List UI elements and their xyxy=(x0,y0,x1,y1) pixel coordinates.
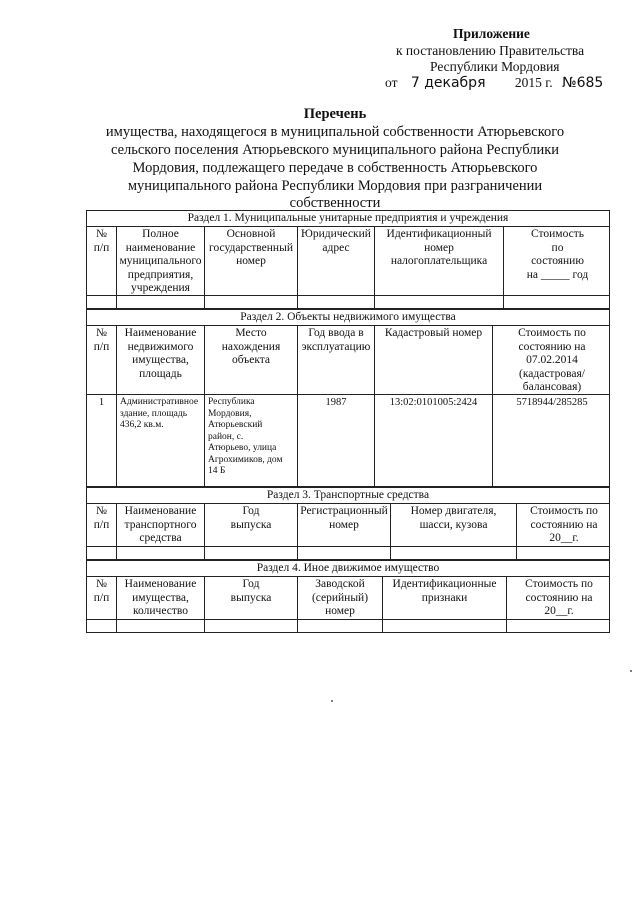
header-cell: № п/п xyxy=(87,577,117,619)
table-row xyxy=(87,395,609,487)
header-cell: Кадастровый номер xyxy=(375,326,493,394)
section-2-header-row xyxy=(87,326,609,395)
header-cell: Стоимость по состоянию на 20__г. xyxy=(525,578,593,617)
section-1-empty-row xyxy=(87,296,609,309)
header-cell: Регистрационный номер xyxy=(298,504,391,546)
section-4-title: Раздел 4. Иное движимое имущество xyxy=(87,561,609,577)
header-cell: Номер двигателя, шасси, кузова xyxy=(391,504,517,546)
header-cell: Заводской (серийный) номер xyxy=(298,577,383,619)
section-2 xyxy=(86,309,610,487)
header-cell: Год ввода в эксплуатацию xyxy=(298,326,375,394)
header-cell: Стоимость по состоянию на 20__г. xyxy=(530,505,598,544)
property-table xyxy=(86,210,610,633)
header-cell: Наименование имущества, количество xyxy=(117,577,205,619)
title-line-4: муниципального района Республики Мордовия при разграничении xyxy=(127,178,543,194)
section-1-header-row xyxy=(87,227,609,296)
decree-ref-line2: Республики Мордовия xyxy=(430,59,560,74)
section-1-title: Раздел 1. Муниципальные унитарные предприятия и учреждения xyxy=(87,211,609,227)
scan-speck xyxy=(331,700,333,702)
header-cell: Наименование недвижимого имущества, площадь xyxy=(117,326,205,394)
decree-date-line xyxy=(385,75,603,91)
header-cell: Наименование транспортного средства xyxy=(117,504,205,546)
property-value: 5718944/285285 xyxy=(516,397,588,408)
section-4-empty-row xyxy=(87,620,609,633)
property-location: Республика Мордовия, Атюрьевский район, с. Атюрьево, улица Агрохимиков, дом 14 Б xyxy=(205,395,298,486)
title-line-2: сельского поселения Атюрьевского муниципального района Республики xyxy=(110,142,560,158)
property-name: Административное здание, площадь 436,2 кв.м. xyxy=(117,395,205,486)
commission-year: 1987 xyxy=(298,395,375,486)
header-cell: Стоимость по состоянию на 07.02.2014 (кадастровая/ балансовая) xyxy=(518,327,586,393)
header-cell: № п/п xyxy=(87,326,117,394)
document-title: Перечень xyxy=(303,106,367,122)
header-cell: Год выпуска xyxy=(205,504,298,546)
section-3-title: Раздел 3. Транспортные средства xyxy=(87,488,609,504)
header-cell: № п/п xyxy=(87,227,117,295)
row-number: 1 xyxy=(87,395,117,486)
title-line-1: имущества, находящегося в муниципальной собственности Атюрьевского xyxy=(105,124,565,140)
appendix-label: Приложение xyxy=(453,26,530,41)
section-4 xyxy=(86,560,610,633)
header-cell: Идентификационные признаки xyxy=(383,577,507,619)
decree-number: №685 xyxy=(562,75,604,91)
title-line-3: Мордовия, подлежащего передаче в собственность Атюрьевского xyxy=(132,160,538,176)
scan-speck xyxy=(630,670,632,672)
decree-year: 2015 г. xyxy=(514,75,553,90)
header-cell: Год выпуска xyxy=(205,577,298,619)
header-cell: Основной государственный номер xyxy=(205,227,298,295)
section-2-title: Раздел 2. Объекты недвижимого имущества xyxy=(87,310,609,326)
section-3-empty-row xyxy=(87,547,609,560)
header-cell: Стоимость по состоянию на _____ год xyxy=(526,228,589,281)
section-3 xyxy=(86,487,610,560)
decree-date: 7 декабря xyxy=(410,75,486,91)
header-cell: Место нахождения объекта xyxy=(205,326,298,394)
title-line-5: собственности xyxy=(289,195,381,211)
section-1 xyxy=(86,210,610,309)
header-cell: Идентификационный номер налогоплательщика xyxy=(375,227,504,295)
cadastral-number: 13:02:0101005:2424 xyxy=(375,395,493,486)
section-4-header-row xyxy=(87,577,609,620)
section-3-header-row xyxy=(87,504,609,547)
decree-ref-line1: к постановлению Правительства xyxy=(396,43,585,58)
from-label: от xyxy=(385,75,398,90)
header-cell: № п/п xyxy=(87,504,117,546)
header-cell: Юридический адрес xyxy=(298,227,375,295)
header-cell: Полное наименование муниципального предприятия, учреждения xyxy=(117,227,205,295)
